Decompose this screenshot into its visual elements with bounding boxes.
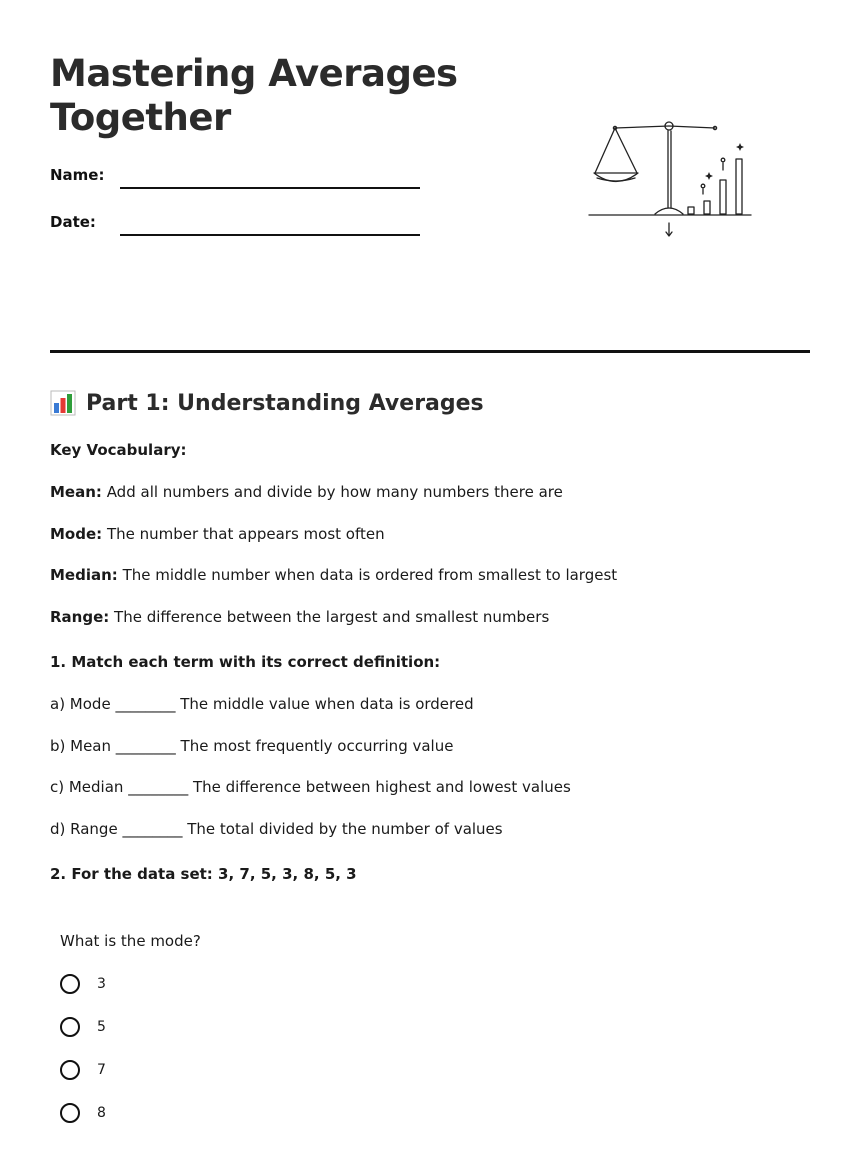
balance-scale-with-bar-chart-icon	[585, 118, 760, 243]
vocab-def: Add all numbers and divide by how many numbers there are	[106, 483, 563, 501]
match-item-b: b) Mean ________ The most frequently occurring value	[50, 737, 454, 755]
mode-sub-question: What is the mode?	[60, 932, 201, 950]
question-1-prompt: 1. Match each term with its correct definition:	[50, 653, 441, 671]
name-label: Name:	[50, 166, 105, 184]
vocab-heading: Key Vocabulary:	[50, 441, 187, 459]
vocab-item	[50, 525, 385, 543]
vocab-def: The difference between the largest and smallest numbers	[114, 608, 550, 626]
option-label: 5	[97, 1019, 106, 1035]
radio-button[interactable]	[60, 1103, 80, 1123]
vocab-term: Range:	[50, 608, 110, 626]
radio-button[interactable]	[60, 1060, 80, 1080]
date-field[interactable]	[120, 234, 420, 236]
mode-option-5[interactable]	[60, 1017, 106, 1037]
part-1-heading	[50, 390, 484, 416]
vocab-term: Mode:	[50, 525, 103, 543]
question-2-prompt: 2. For the data set: 3, 7, 5, 3, 8, 5, 3	[50, 865, 357, 883]
vocab-term: Mean:	[50, 483, 102, 501]
title-line-2: Together	[50, 96, 231, 139]
worksheet-title	[50, 52, 458, 140]
mode-option-7[interactable]	[60, 1060, 106, 1080]
section-divider	[50, 350, 810, 353]
mode-option-8[interactable]	[60, 1103, 106, 1123]
match-item-d: d) Range ________ The total divided by the number of values	[50, 820, 503, 838]
radio-button[interactable]	[60, 974, 80, 994]
vocab-def: The middle number when data is ordered from smallest to largest	[122, 566, 618, 584]
part-1-heading-text: Part 1: Understanding Averages	[86, 390, 484, 416]
vocab-item	[50, 483, 563, 501]
title-line-1: Mastering Averages	[50, 52, 458, 95]
bar-chart-icon	[50, 390, 76, 416]
date-label: Date:	[50, 213, 96, 231]
vocab-term: Median:	[50, 566, 118, 584]
option-label: 8	[97, 1105, 106, 1121]
radio-button[interactable]	[60, 1017, 80, 1037]
option-label: 7	[97, 1062, 106, 1078]
vocab-item	[50, 608, 549, 626]
vocab-def: The number that appears most often	[106, 525, 385, 543]
match-item-c: c) Median ________ The difference between highest and lowest values	[50, 778, 571, 796]
option-label: 3	[97, 976, 106, 992]
mode-option-3[interactable]	[60, 974, 106, 994]
vocab-item	[50, 566, 617, 584]
name-field[interactable]	[120, 187, 420, 189]
match-item-a: a) Mode ________ The middle value when data is ordered	[50, 695, 474, 713]
